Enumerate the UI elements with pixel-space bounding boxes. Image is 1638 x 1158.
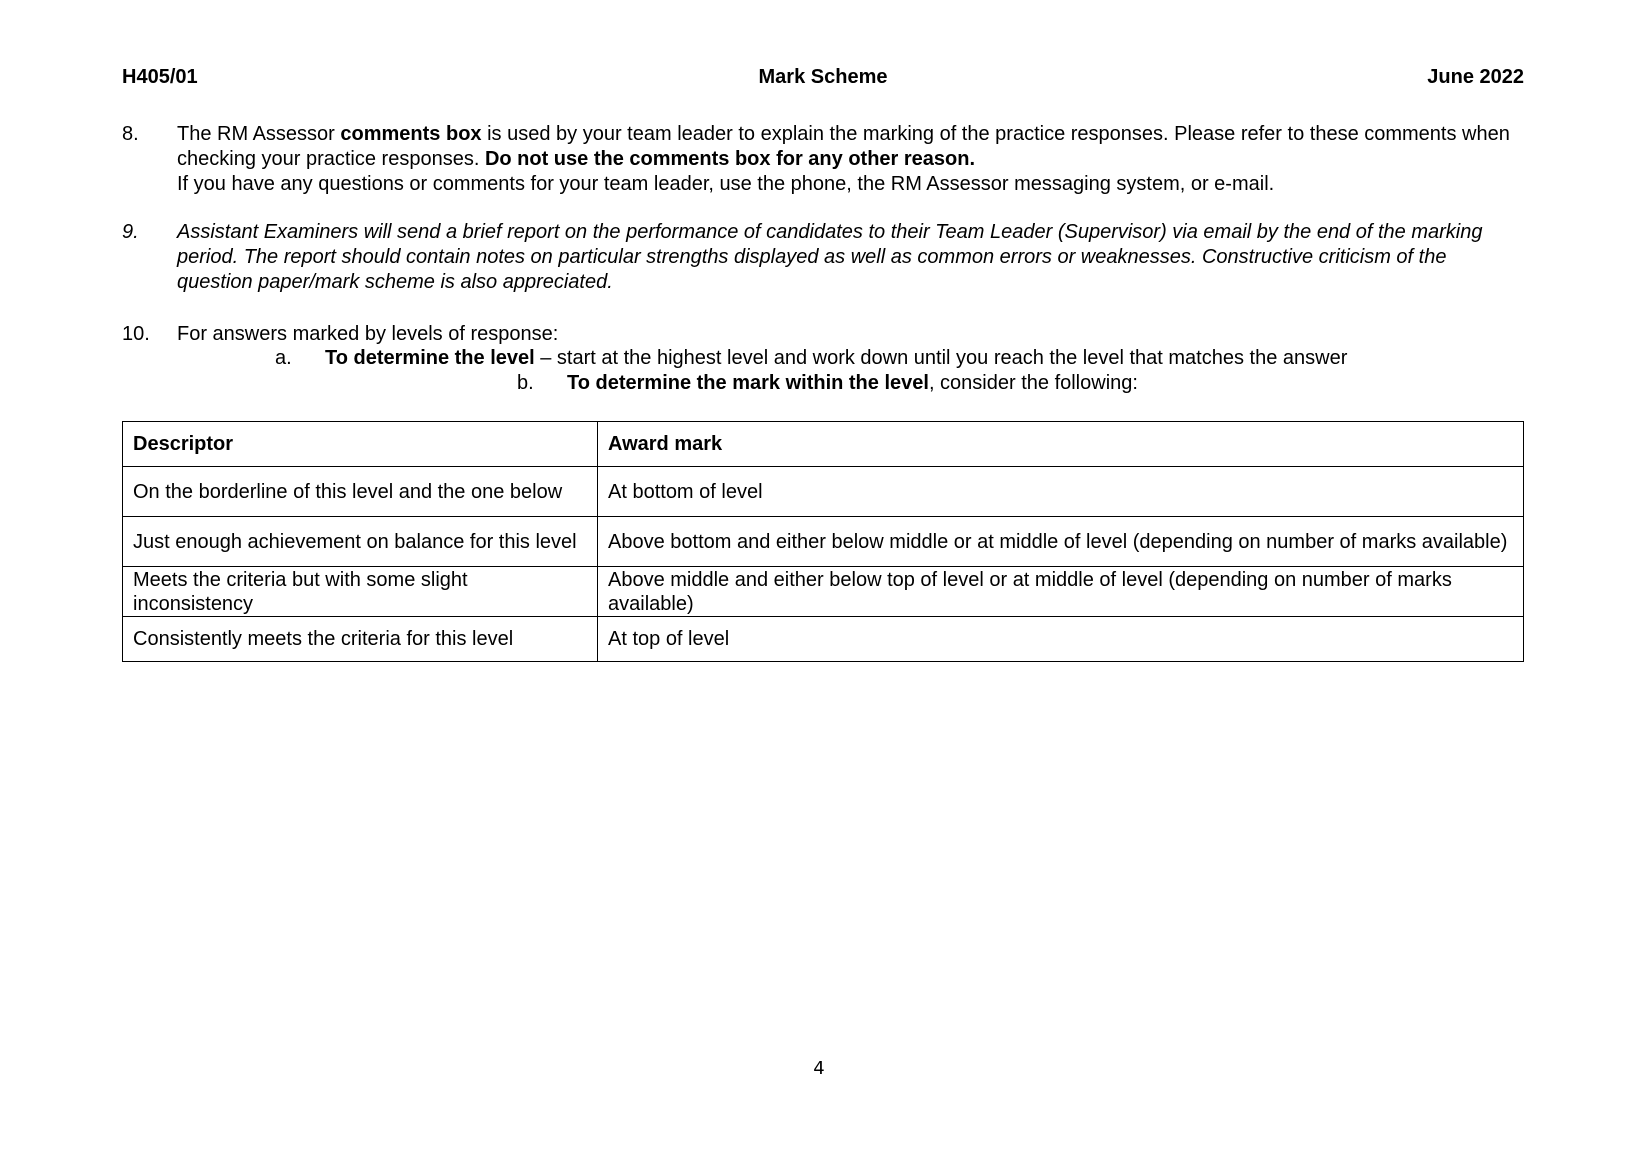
column-header-descriptor: Descriptor <box>123 422 598 467</box>
descriptor-cell: On the borderline of this level and the one below <box>123 467 598 517</box>
item-number: 9. <box>122 221 139 243</box>
sub-item-text: , consider the following: <box>928 372 1138 394</box>
item-bold-text: Do not use the comments box for any other reason. <box>484 148 976 170</box>
column-header-award-mark: Award mark <box>598 422 1524 467</box>
exam-date: June 2022 <box>1427 66 1524 88</box>
paper-code: H405/01 <box>122 66 198 88</box>
item-number: 10. <box>122 323 150 345</box>
sub-item-a <box>275 346 1347 371</box>
page-number: 4 <box>813 1058 825 1079</box>
table-row <box>123 467 1524 517</box>
item-text: For answers marked by levels of response: <box>177 323 559 345</box>
document-title: Mark Scheme <box>758 66 888 88</box>
item-text: The RM Assessor <box>177 123 341 145</box>
sub-item-b <box>517 371 1138 396</box>
item-text: If you have any questions or comments for your team leader, use the phone, the RM Assessor messaging system, or e-mail. <box>177 173 1275 195</box>
award-mark-cell: At bottom of level <box>598 467 1524 517</box>
table-row <box>123 517 1524 567</box>
table-row <box>123 567 1524 617</box>
levels-table <box>122 421 1524 662</box>
table-row <box>123 617 1524 662</box>
sub-item-bold: To determine the level <box>325 347 535 369</box>
item-text: Assistant Examiners will send a brief report on the performance of candidates to their Team Leader (Supervisor) via email by the end of the marking period. The report should contain notes on particular strengths displayed as well as common errors or weaknesses. Constructive criticism of the question paper/mark scheme is also appreciated. <box>177 221 1483 293</box>
instruction-item-9 <box>122 220 1524 295</box>
sub-item-letter: a. <box>275 347 292 369</box>
sub-item-bold: To determine the mark within the level <box>567 372 929 394</box>
award-mark-cell: At top of level <box>598 617 1524 662</box>
instruction-item-10 <box>122 322 1524 347</box>
descriptor-cell: Meets the criteria but with some slight inconsistency <box>123 567 598 617</box>
sub-item-text: – start at the highest level and work down until you reach the level that matches the answer <box>534 347 1348 369</box>
item-bold-text: comments box <box>340 123 482 145</box>
descriptor-cell: Just enough achievement on balance for this level <box>123 517 598 567</box>
award-mark-cell: Above middle and either below top of level or at middle of level (depending on number of marks available) <box>598 567 1524 617</box>
descriptor-cell: Consistently meets the criteria for this level <box>123 617 598 662</box>
item-text: is used by your team leader to explain the marking of the practice responses. Please refer to these comments when checking your practice responses. <box>177 123 1510 170</box>
item-number: 8. <box>122 123 139 145</box>
sub-item-letter: b. <box>517 372 534 394</box>
award-mark-cell: Above bottom and either below middle or at middle of level (depending on number of marks available) <box>598 517 1524 567</box>
table-header-row <box>123 422 1524 467</box>
instruction-item-8 <box>122 122 1524 197</box>
item-body <box>177 122 1524 197</box>
page-header <box>122 66 1524 92</box>
